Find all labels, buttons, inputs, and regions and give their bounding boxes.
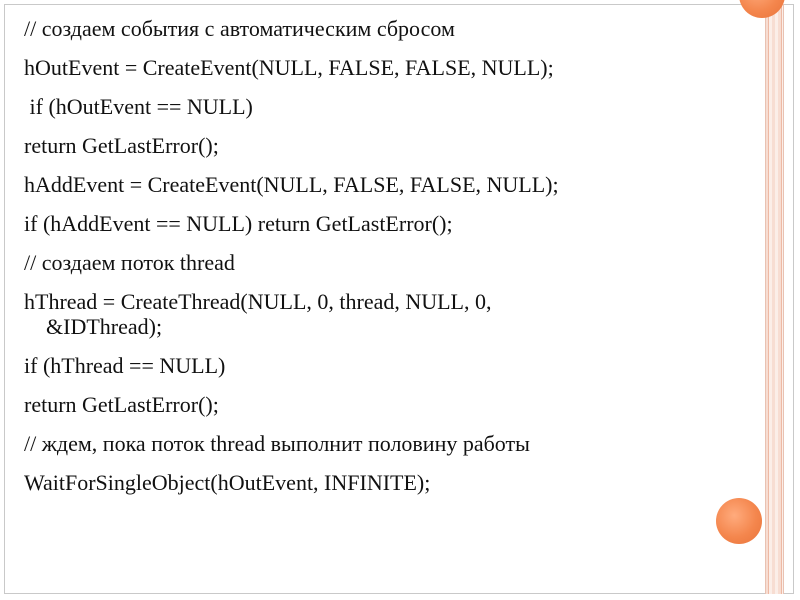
code-line-return-error-2: return GetLastError(); [24,392,219,417]
code-line-return-error-1: return GetLastError(); [24,133,219,158]
code-line-comment-thread: // создаем поток thread [24,250,235,275]
code-line-create-out-event: hOutEvent = CreateEvent(NULL, FALSE, FALSE, NULL); [24,55,554,80]
code-line-if-out-event: if (hOutEvent == NULL) [24,94,253,119]
code-line-create-thread-cont: &IDThread); [24,314,163,339]
code-line-create-thread: hThread = CreateThread(NULL, 0, thread, NULL, 0, [24,289,492,314]
code-line-if-thread: if (hThread == NULL) [24,353,226,378]
stripe-line-left [768,4,769,594]
code-line-comment-wait: // ждем, пока поток thread выполнит половину работы [24,431,530,456]
code-line-create-add-event: hAddEvent = CreateEvent(NULL, FALSE, FALSE, NULL); [24,172,559,197]
code-line-comment-events: // создаем события с автоматическим сбросом [24,16,455,41]
stripe-line-right [781,4,782,594]
code-line-if-add-event: if (hAddEvent == NULL) return GetLastError(); [24,211,453,236]
orange-circle-bottom-decoration [716,498,762,544]
code-line-wait-for-object: WaitForSingleObject(hOutEvent, INFINITE); [24,470,431,495]
code-text-block [24,16,744,495]
